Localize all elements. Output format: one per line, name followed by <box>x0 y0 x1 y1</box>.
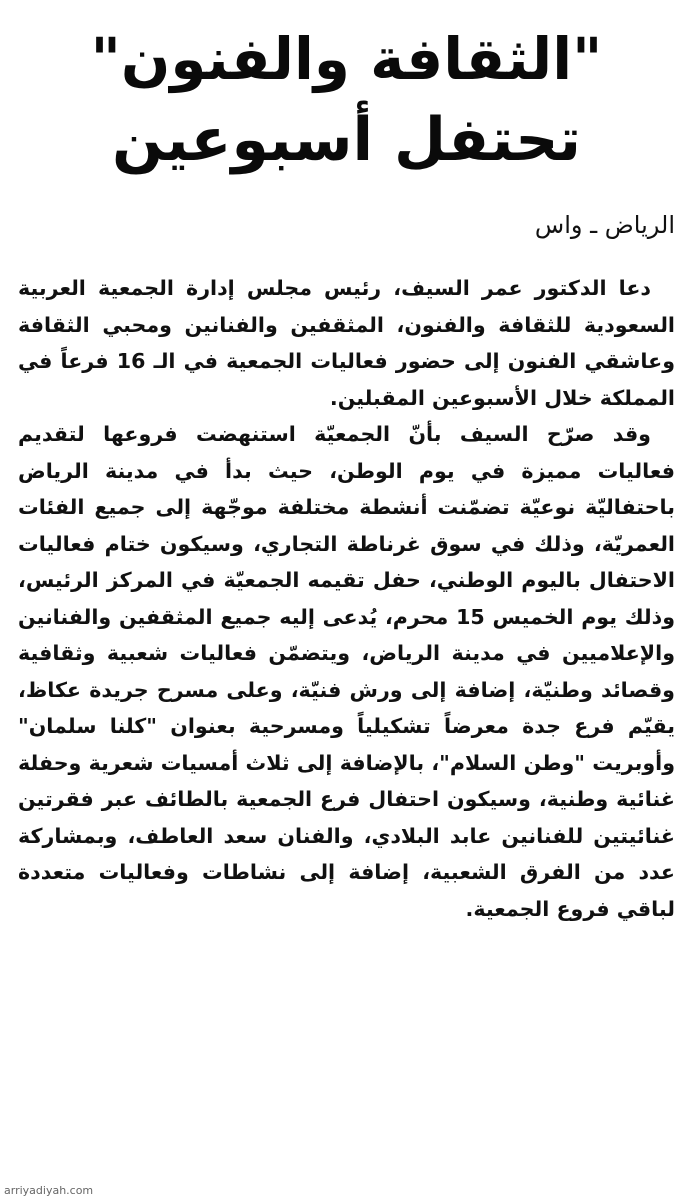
dateline: الرياض ـ واس <box>534 211 675 239</box>
article-body <box>18 270 675 927</box>
headline <box>18 20 675 180</box>
headline-line-2: تحتفل أسبوعين <box>111 105 582 175</box>
source-credit: arriyadiyah.com <box>4 1184 94 1197</box>
headline-line-1: "الثقافة والفنون" <box>90 25 603 93</box>
article-paragraph-2: وقد صرّح السيف بأنّ الجمعيّة استنهضت فروعها لتقديم فعاليات مميزة في يوم الوطن، حيث بدأ في مدينة الرياض باحتفاليّة نوعيّة تضمّنت أنشطة مختلفة موجّهة إلى جميع الفئات العمريّة، وذلك في سوق غرناطة التجاري، وسيكون ختام فعاليات الاحتفال باليوم الوطني، حفل تقيمه الجمعيّة في المركز الرئيس، وذلك يوم الخميس 15 محرم، يُدعى إليه جميع المثقفين والفنانين والإعلاميين في مدينة الرياض، ويتضمّن فعاليات شعبية وثقافية وقصائد وطنيّة، إضافة إلى ورش فنيّة، وعلى مسرح جريدة عكاظ، يقيّم فرع جدة معرضاً تشكيلياً ومسرحية بعنوان "كلنا سلمان" وأوبريت "وطن السلام"، بالإضافة إلى ثلاث أمسيات شعرية وحفلة غنائية وطنية، وسيكون احتفال فرع الجمعية بالطائف عبر فقرتين غنائيتين للفنانين عابد البلادي، والفنان سعد العاطف، وبمشاركة عدد من الفرق الشعبية، إضافة إلى نشاطات وفعاليات متعددة لباقي فروع الجمعية. <box>18 422 675 921</box>
article-paragraph-1: دعا الدكتور عمر السيف، رئيس مجلس إدارة الجمعية العربية السعودية للثقافة والفنون، المثقفين والفنانين ومحبي الثقافة وعاشقي الفنون إلى حضور فعاليات الجمعية في الـ 16 فرعاً في المملكة خلال الأسبوعين المقبلين. <box>18 276 676 410</box>
